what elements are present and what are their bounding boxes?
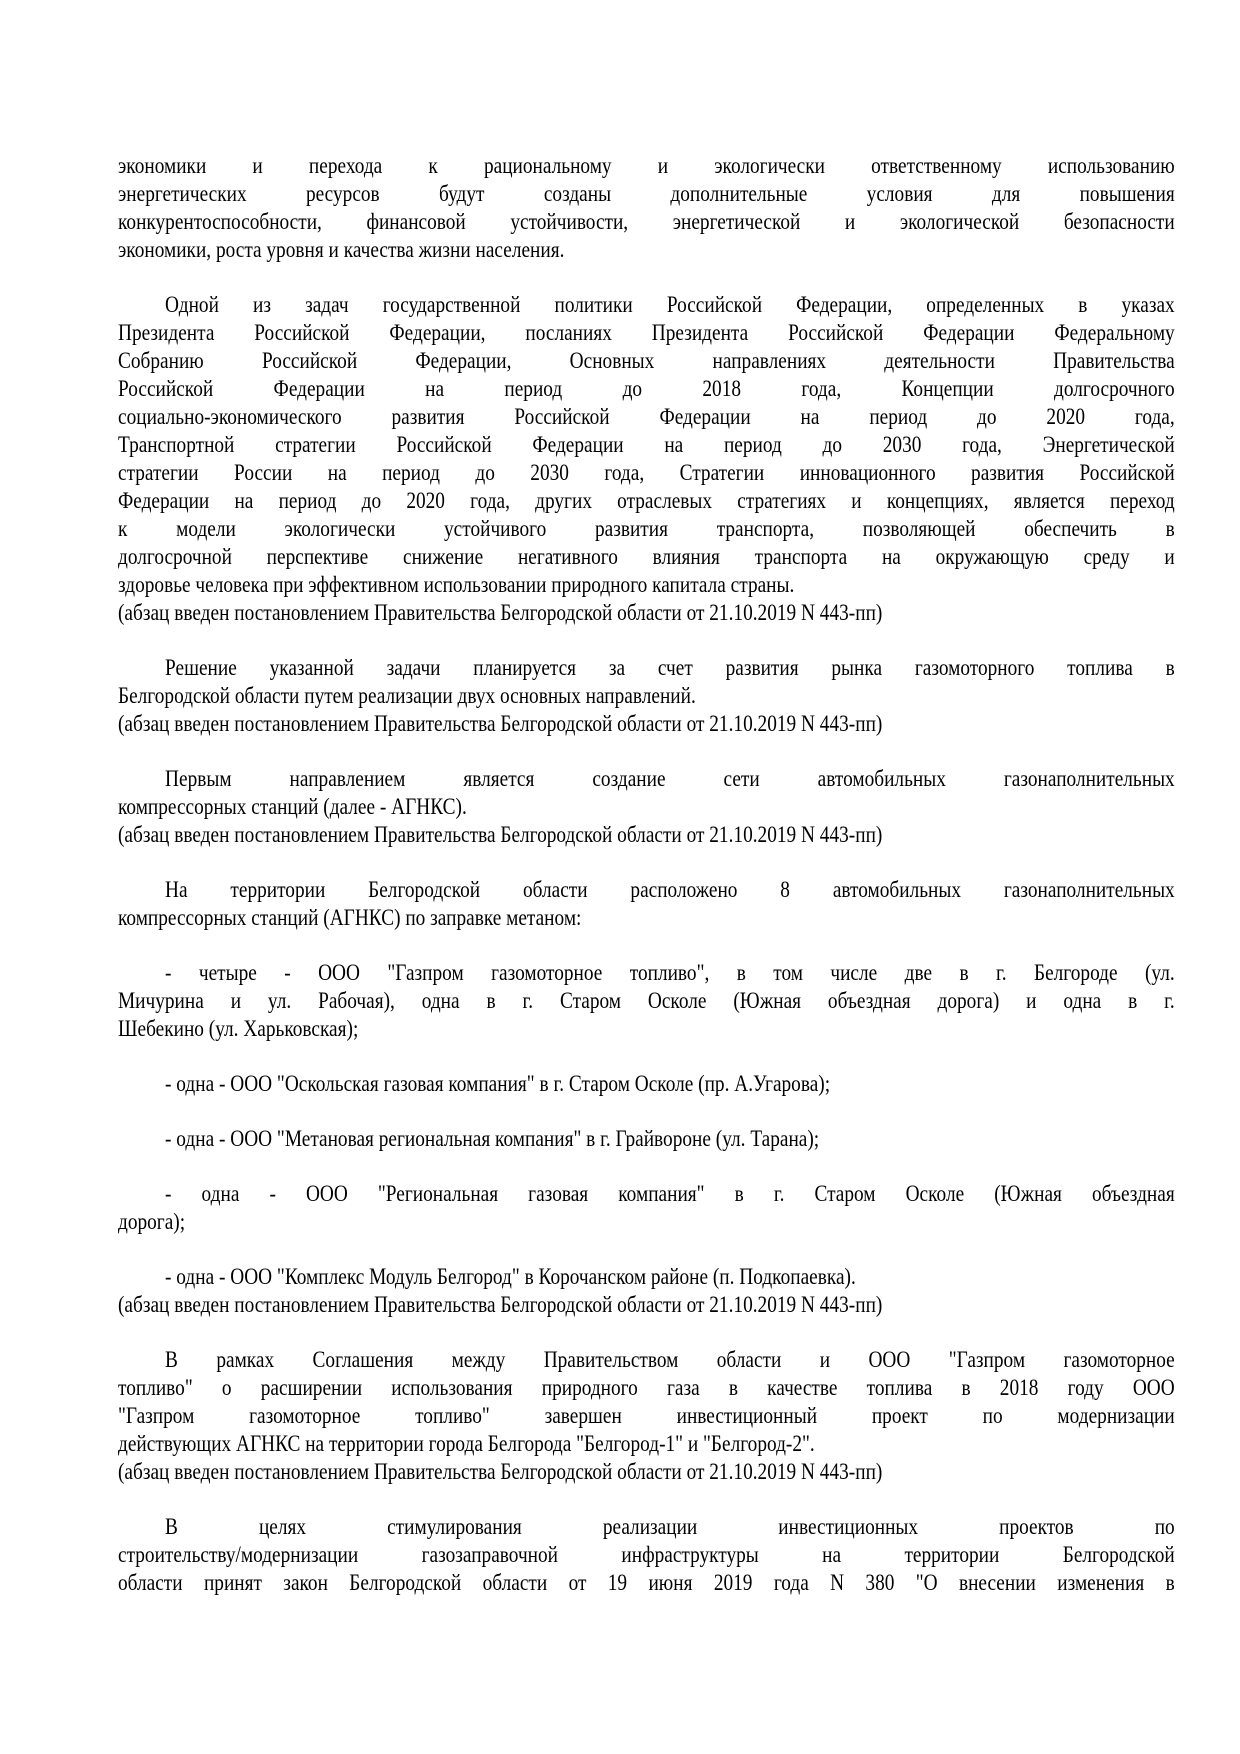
text-line: стратегии России на период до 2030 года, Стратегии инновационного развития Российской	[118, 460, 1175, 485]
text-line: компрессорных станций (далее - АГНКС).	[118, 794, 467, 819]
paragraph	[118, 1125, 1175, 1153]
text-line: - четыре - ООО "Газпром газомоторное топливо", в том числе две в г. Белгороде (ул.	[165, 960, 1175, 985]
text-line: Федерации на период до 2020 года, других отраслевых стратегиях и концепциях, является переход	[118, 488, 1175, 513]
text-line: к модели экологически устойчивого развития транспорта, позволяющей обеспечить в	[118, 516, 1175, 541]
text-line: строительству/модернизации газозаправочной инфраструктуры на территории Белгородской	[118, 1542, 1175, 1567]
text-line: (абзац введен постановлением Правительства Белгородской области от 21.10.2019 N 443-пп)	[118, 822, 883, 847]
text-line: Шебекино (ул. Харьковская);	[118, 1016, 359, 1041]
text-line: Российской Федерации на период до 2018 года, Концепции долгосрочного	[118, 376, 1175, 401]
text-line: (абзац введен постановлением Правительства Белгородской области от 21.10.2019 N 443-пп)	[118, 711, 883, 736]
text-line: конкурентоспособности, финансовой устойчивости, энергетической и экологической безопасности	[118, 209, 1175, 234]
text-line: социально-экономического развития Российской Федерации на период до 2020 года,	[118, 404, 1175, 429]
text-line: Одной из задач государственной политики Российской Федерации, определенных в указах	[165, 292, 1175, 317]
text-line: дорога);	[118, 1209, 186, 1234]
text-line: (абзац введен постановлением Правительства Белгородской области от 21.10.2019 N 443-пп)	[118, 1459, 883, 1484]
amendment-note	[118, 821, 1175, 849]
text-line: Президента Российской Федерации, посланиях Президента Российской Федерации Федеральному	[118, 320, 1175, 345]
text-line: - одна - ООО "Региональная газовая компания" в г. Старом Осколе (Южная объездная	[165, 1181, 1175, 1206]
text-line: Белгородской области путем реализации двух основных направлений.	[118, 683, 696, 708]
amendment-note	[118, 1291, 1175, 1319]
paragraph	[118, 291, 1175, 599]
amendment-note	[118, 599, 1175, 627]
text-line: (абзац введен постановлением Правительства Белгородской области от 21.10.2019 N 443-пп)	[118, 600, 883, 625]
text-line: Первым направлением является создание сети автомобильных газонаполнительных	[165, 766, 1175, 791]
text-line: - одна - ООО "Оскольская газовая компания" в г. Старом Осколе (пр. А.Угарова);	[165, 1071, 831, 1096]
amendment-note	[118, 1458, 1175, 1486]
text-line: экономики, роста уровня и качества жизни населения.	[118, 237, 565, 262]
paragraph	[118, 1070, 1175, 1098]
text-line: энергетических ресурсов будут созданы дополнительные условия для повышения	[118, 181, 1175, 206]
text-line: Собранию Российской Федерации, Основных направлениях деятельности Правительства	[118, 348, 1175, 373]
text-line: компрессорных станций (АГНКС) по заправке метаном:	[118, 905, 582, 930]
text-line: топливо" о расширении использования природного газа в качестве топлива в 2018 году ООО	[118, 1375, 1175, 1400]
paragraph	[118, 1513, 1175, 1597]
text-line: На территории Белгородской области расположено 8 автомобильных газонаполнительных	[165, 877, 1175, 902]
text-line: В целях стимулирования реализации инвестиционных проектов по	[165, 1514, 1175, 1539]
paragraph	[118, 654, 1175, 710]
text-line: действующих АГНКС на территории города Белгорода "Белгород-1" и "Белгород-2".	[118, 1431, 815, 1456]
paragraph	[118, 959, 1175, 1043]
text-line: - одна - ООО "Метановая региональная компания" в г. Грайвороне (ул. Тарана);	[165, 1126, 820, 1151]
text-line: Решение указанной задачи планируется за счет развития рынка газомоторного топлива в	[165, 655, 1175, 680]
paragraph	[118, 1346, 1175, 1458]
document-page	[118, 152, 1175, 1597]
text-line: "Газпром газомоторное топливо" завершен инвестиционный проект по модернизации	[118, 1403, 1175, 1428]
text-line: Мичурина и ул. Рабочая), одна в г. Старом Осколе (Южная объездная дорога) и одна в г.	[118, 988, 1175, 1013]
text-line: В рамках Соглашения между Правительством области и ООО "Газпром газомоторное	[165, 1347, 1175, 1372]
paragraph	[118, 1263, 1175, 1291]
text-line: области принят закон Белгородской области от 19 июня 2019 года N 380 "О внесении изменения в	[118, 1570, 1175, 1595]
paragraph	[118, 152, 1175, 264]
paragraph	[118, 876, 1175, 932]
text-line: долгосрочной перспективе снижение негативного влияния транспорта на окружающую среду и	[118, 544, 1175, 569]
text-line: экономики и перехода к рациональному и экологически ответственному использованию	[118, 153, 1175, 178]
paragraph	[118, 1180, 1175, 1236]
text-line: здоровье человека при эффективном использовании природного капитала страны.	[118, 572, 795, 597]
text-line: (абзац введен постановлением Правительства Белгородской области от 21.10.2019 N 443-пп)	[118, 1292, 883, 1317]
amendment-note	[118, 710, 1175, 738]
text-line: Транспортной стратегии Российской Федерации на период до 2030 года, Энергетической	[118, 432, 1175, 457]
paragraph	[118, 765, 1175, 821]
text-line: - одна - ООО "Комплекс Модуль Белгород" в Корочанском районе (п. Подкопаевка).	[165, 1264, 856, 1289]
